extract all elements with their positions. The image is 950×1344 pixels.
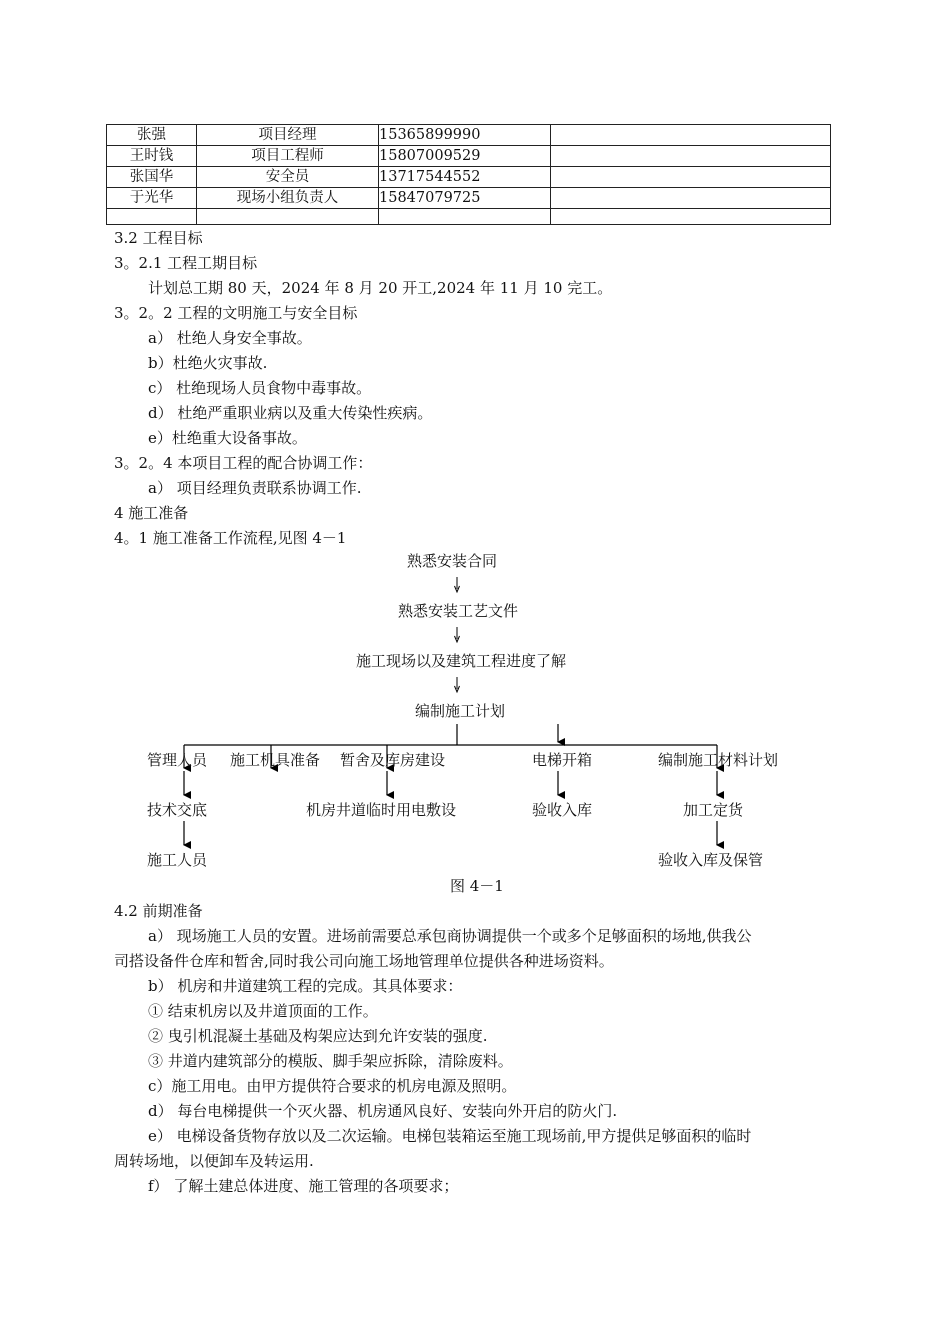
flow-node-inspection: 验收入库: [532, 801, 593, 819]
flow-node-storage: 验收入库及保管: [658, 851, 764, 869]
paragraph-b: b） 机房和井道建筑工程的完成。其具体要求：: [148, 977, 463, 995]
subsection-heading-3-2-2: 3。2。2 工程的文明施工与安全目标: [114, 304, 358, 322]
cell-name: 于光华: [107, 188, 197, 209]
schedule-text: 计划总工期 80 天，2024 年 8 月 20 开工,2024 年 11 月 10 完工。: [148, 279, 613, 297]
figure-caption: 图 4－1: [450, 877, 504, 895]
cell-role: 项目工程师: [197, 146, 379, 167]
arrow-small: [455, 627, 460, 642]
goal-item: c） 杜绝现场人员食物中毒事故。: [148, 379, 372, 397]
requirement-item: ② 曳引机混凝土基础及构架应达到允许安装的强度.: [148, 1027, 488, 1045]
section-heading-3-2: 3.2 工程目标: [114, 229, 203, 247]
flow-node-processing-order: 加工定货: [683, 801, 744, 819]
cell-phone: 15847079725: [379, 188, 551, 209]
section-heading-4-1: 4。1 施工准备工作流程,见图 4－1: [114, 529, 347, 547]
section-heading-4: 4 施工准备: [114, 504, 189, 522]
paragraph-e-cont: 周转场地，以便卸车及转运用.: [114, 1152, 314, 1170]
requirement-item: ① 结束机房以及井道顶面的工作。: [148, 1002, 378, 1020]
paragraph-c: c）施工用电。由甲方提供符合要求的机房电源及照明。: [148, 1077, 517, 1095]
paragraph-d: d） 每台电梯提供一个灭火器、机房通风良好、安装向外开启的防火门.: [148, 1102, 618, 1120]
requirement-item: ③ 井道内建筑部分的模版、脚手架应拆除，清除废料。: [148, 1052, 513, 1070]
flow-node-management-staff: 管理人员: [147, 751, 208, 769]
cell-phone: 15807009529: [379, 146, 551, 167]
flow-node-warehouse: 暂舍及库房建设: [340, 751, 446, 769]
flow-node-material-plan: 编制施工材料计划: [658, 751, 779, 769]
flow-node-construction-staff: 施工人员: [147, 851, 208, 869]
goal-item: d） 杜绝严重职业病以及重大传染性疾病。: [148, 404, 433, 422]
flow-node-tech-briefing: 技术交底: [147, 801, 208, 819]
flow-node-unboxing: 电梯开箱: [532, 751, 593, 769]
cell-name: 张国华: [107, 167, 197, 188]
paragraph-e: e） 电梯设备货物存放以及二次运输。电梯包装箱运至施工现场前,甲方提供足够面积的临时: [148, 1127, 752, 1145]
goal-item: a） 杜绝人身安全事故。: [148, 329, 312, 347]
flow-node-process-docs: 熟悉安装工艺文件: [398, 602, 519, 620]
section-heading-4-2: 4.2 前期准备: [114, 902, 203, 920]
flow-node-construction-plan: 编制施工计划: [415, 702, 506, 720]
subsection-heading-3-2-1: 3。2.1 工程工期目标: [114, 254, 258, 272]
cell-role: 项目经理: [197, 125, 379, 146]
goal-item: b）杜绝火灾事故.: [148, 354, 268, 372]
cell-phone: 15365899990: [379, 125, 551, 146]
cell-name: 张强: [107, 125, 197, 146]
flow-node-site-progress: 施工现场以及建筑工程进度了解: [356, 652, 567, 670]
flow-node-temp-power: 机房井道临时用电敷设: [306, 801, 457, 819]
cell-phone: 13717544552: [379, 167, 551, 188]
flow-node-tools: 施工机具准备: [230, 751, 321, 769]
arrow-small: [455, 577, 460, 592]
cell-role: 现场小组负责人: [197, 188, 379, 209]
goal-item: e）杜绝重大设备事故。: [148, 429, 307, 447]
flow-node-contract: 熟悉安装合同: [407, 552, 498, 570]
paragraph-a-cont: 司搭设备件仓库和暂舍,同时我公司向施工场地管理单位提供各种进场资料。: [114, 952, 614, 970]
cell-role: 安全员: [197, 167, 379, 188]
paragraph-a: a） 现场施工人员的安置。进场前需要总承包商协调提供一个或多个足够面积的场地,供我公: [148, 927, 752, 945]
cell-name: 王时钱: [107, 146, 197, 167]
subsection-heading-3-2-4: 3。2。4 本项目工程的配合协调工作：: [114, 454, 373, 472]
paragraph-f: f） 了解土建总体进度、施工管理的各项要求；: [148, 1177, 459, 1195]
coordination-item: a） 项目经理负责联系协调工作.: [148, 479, 362, 497]
arrow-small: [455, 677, 460, 692]
